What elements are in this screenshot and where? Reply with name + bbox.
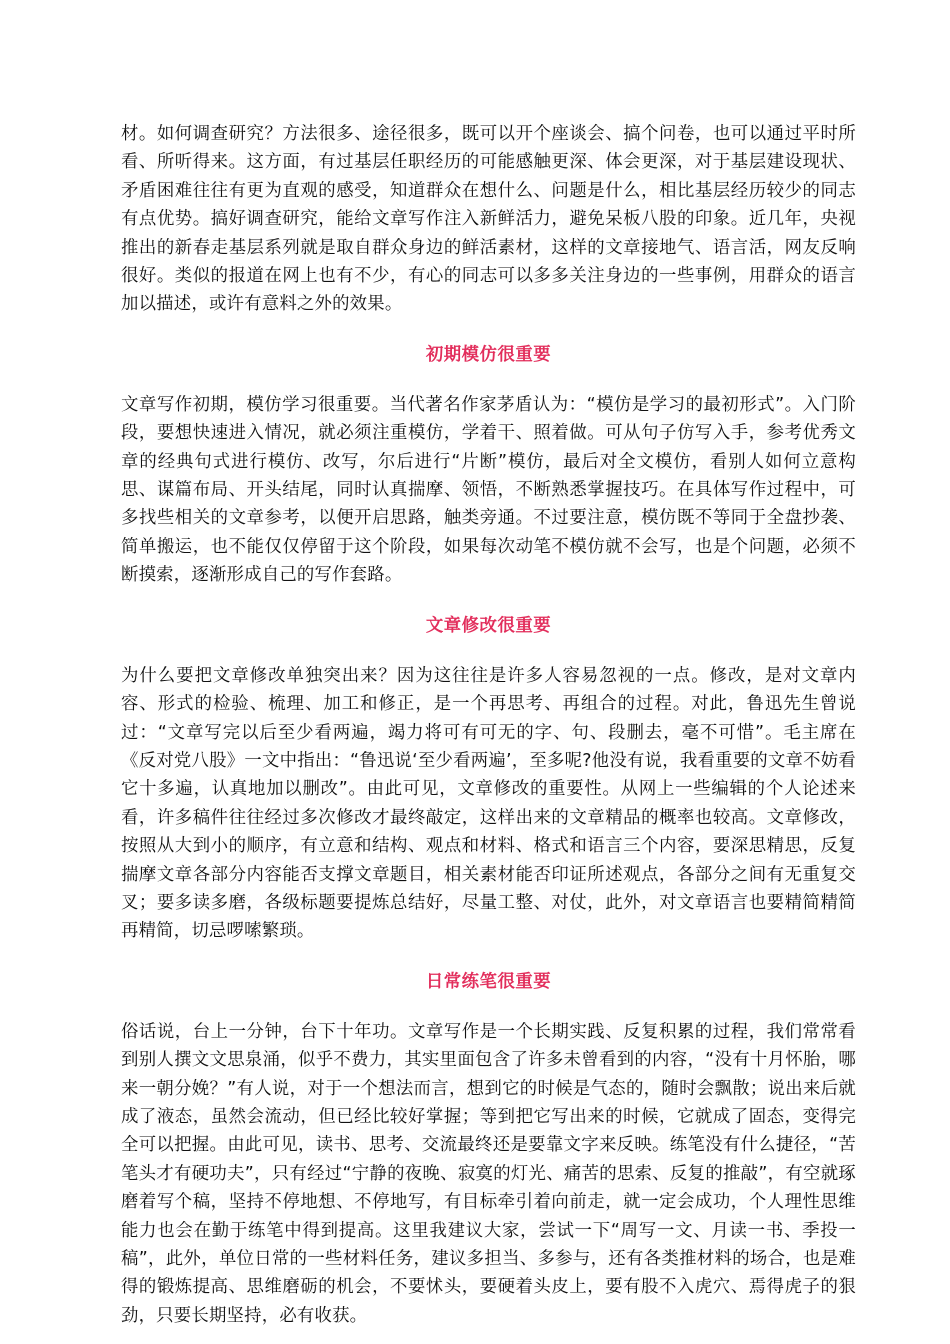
heading-revision: 文章修改很重要 (425, 615, 552, 636)
paragraph-imitation: 文章写作初期，模仿学习很重要。当代著名作家茅盾认为：“模仿是学习的最初形式”。入门阶段，要想快速进入情况，就必须注重模仿，学着干、照着做。可从句子仿写入手，参考优秀文章的经典句式进行模仿、改写，尔后进行“片断”模仿，最后对全文模仿，看别人如何立意构思、谋篇布局、开头结尾，同时认真揣摩、领悟，不断熟悉掌握技巧。在具体写作过程中，可多找些相关的文章参考，以便开启思路，触类旁通。不过要注意，模仿既不等同于全盘抄袭、简单搬运，也不能仅仅停留于这个阶段，如果每次动笔不模仿就不会写，也是个问题，必须不断摸索，逐渐形成自己的写作套路。 (121, 394, 856, 586)
heading-imitation: 初期模仿很重要 (425, 344, 552, 365)
paragraph-daily-practice: 俗话说，台上一分钟，台下十年功。文章写作是一个长期实践、反复积累的过程，我们常常看到别人撰文文思泉涌，似乎不费力，其实里面包含了许多未曾看到的内容，“没有十月怀胎，哪来一朝分娩？”有人说，对于一个想法而言，想到它的时候是气态的，随时会飘散；说出来后就成了液态，虽然会流动，但已经比较好掌握；等到把它写出来的时候，它就成了固态，变得完全可以把握。由此可见，读书、思考、交流最终还是要靠文字来反映。练笔没有什么捷径，“苦笔头才有硬功夫”，只有经过“宁静的夜晚、寂寞的灯光、痛苦的思索、反复的推敲”，有空就琢磨着写个稿，坚持不停地想、不停地写，有目标牵引着向前走，就一定会成功，个人理性思维能力也会在勤于练笔中得到提高。这里我建议大家，尝试一下“周写一文、月读一书、季投一稿”，此外，单位日常的一些材料任务，建议多担当、多参与，还有各类推材料的场合，也是难得的锻炼提高、思维磨砺的机会，不要怵头，要硬着头皮上，要有股不入虎穴、焉得虎子的狠劲，只要长期坚持，必有收获。 (121, 1021, 856, 1326)
document-page (121, 120, 856, 1330)
paragraph-research: 材。如何调查研究？方法很多、途径很多，既可以开个座谈会、搞个问卷，也可以通过平时所看、所听得来。这方面，有过基层任职经历的可能感触更深、体会更深，对于基层建设现状、矛盾困难往往有更为直观的感受，知道群众在想什么、问题是什么，相比基层经历较少的同志有点优势。搞好调查研究，能给文章写作注入新鲜活力，避免呆板八股的印象。近几年，央视推出的新春走基层系列就是取自群众身边的鲜活素材，这样的文章接地气、语言活，网友反响很好。类似的报道在网上也有不少，有心的同志可以多多关注身边的一些事例，用群众的语言加以描述，或许有意料之外的效果。 (121, 124, 856, 315)
paragraph-revision: 为什么要把文章修改单独突出来？因为这往往是许多人容易忽视的一点。修改，是对文章内容、形式的检验、梳理、加工和修正，是一个再思考、再组合的过程。对此，鲁迅先生曾说过：“文章写完以后至少看两遍，竭力将可有可无的字、句、段删去，毫不可惜”。毛主席在《反对党八股》一文中指出：“鲁迅说‘至少看两遍’，至多呢?他没有说，我看重要的文章不妨看它十多遍，认真地加以删改”。由此可见，文章修改的重要性。从网上一些编辑的个人论述来看，许多稿件往往经过多次修改才最终敲定，这样出来的文章精品的概率也较高。文章修改，按照从大到小的顺序，有立意和结构、观点和材料、格式和语言三个内容，要深思精思，反复揣摩文章各部分内容能否支撑文章题目，相关素材能否印证所述观点，各部分之间有无重复交叉；要多读多磨，各级标题要提炼总结好，尽量工整、对仗，此外，对文章语言也要精简精简再精简，切忌啰嗦繁琐。 (121, 665, 856, 942)
heading-daily-practice: 日常练笔很重要 (425, 971, 552, 992)
